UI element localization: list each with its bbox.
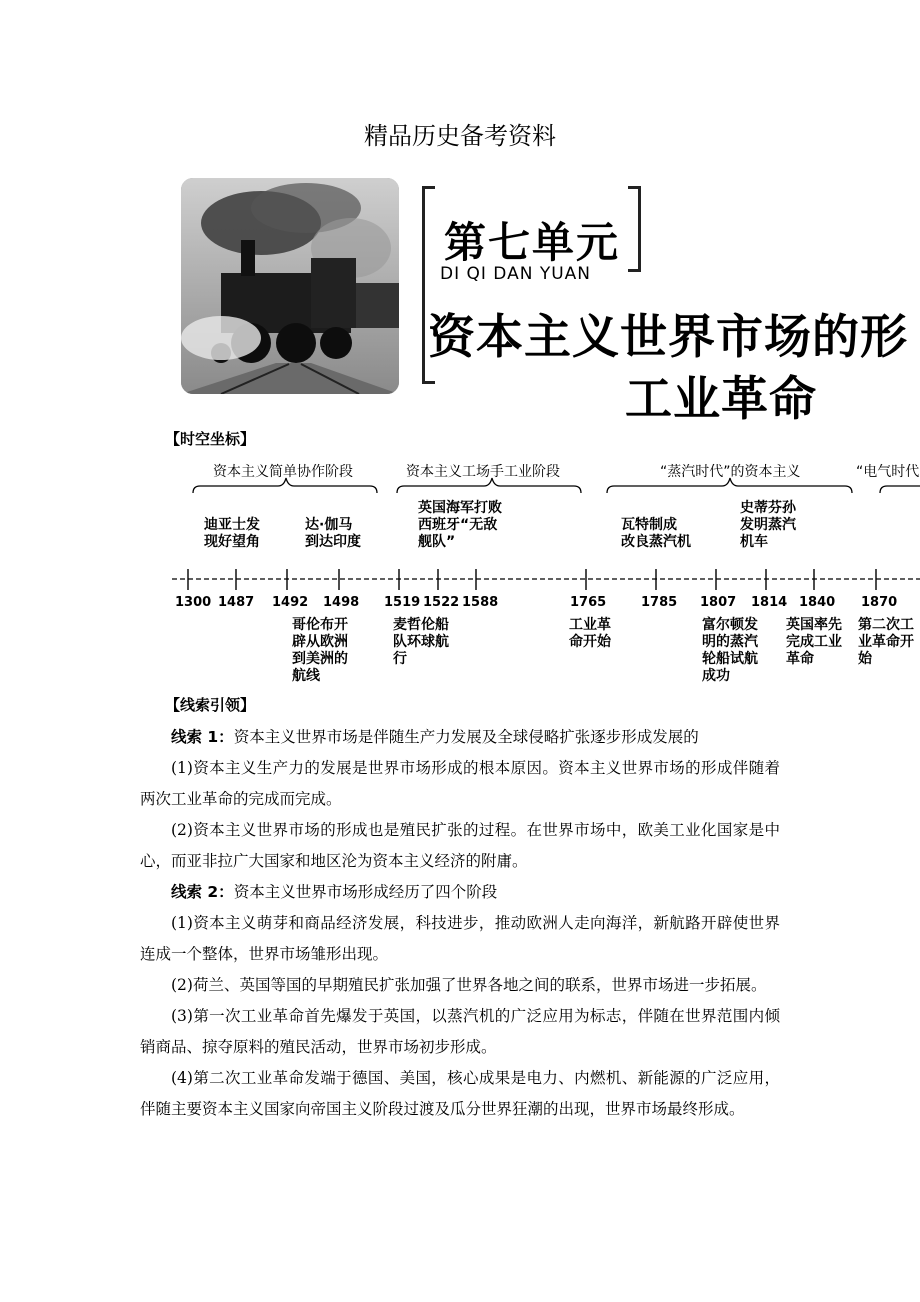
clue-2-item-2: (2)荷兰、英国等国的早期殖民扩张加强了世界各地之间的联系，世界市场进一步拓展。 bbox=[171, 976, 767, 994]
stage-label-2: 资本主义工场手工业阶段 bbox=[406, 464, 560, 480]
event-below-2: 麦哲伦船 队环球航 行 bbox=[393, 617, 449, 667]
year-label: 1588 bbox=[462, 595, 499, 610]
main-title-line2: 工业革命 bbox=[625, 372, 817, 427]
year-label: 1519 bbox=[384, 595, 421, 610]
event-above-2: 达·伽马 到达印度 bbox=[305, 517, 361, 550]
stage-label-1: 资本主义简单协作阶段 bbox=[213, 464, 353, 480]
main-title-line1: 资本主义世界市场的形 bbox=[428, 310, 908, 365]
event-below-3: 工业革 命开始 bbox=[569, 617, 611, 650]
stage-label-3: “蒸汽时代”的资本主义 bbox=[660, 464, 801, 480]
event-below-5: 英国率先 完成工业 革命 bbox=[786, 617, 842, 667]
clue-2-line bbox=[140, 877, 780, 908]
year-label: 1785 bbox=[641, 595, 678, 610]
unit-pinyin: DI QI DAN YUAN bbox=[440, 264, 592, 284]
year-label: 1807 bbox=[700, 595, 737, 610]
event-below-6: 第二次工 业革命开 始 bbox=[858, 617, 914, 667]
stage-label-4: “电气时代 bbox=[856, 464, 920, 480]
event-above-3: 英国海军打败 西班牙“无敌 舰队” bbox=[418, 500, 502, 550]
clue-1-label: 线索 1： bbox=[171, 728, 234, 746]
clue-2-label: 线索 2： bbox=[171, 883, 234, 901]
unit-title: 第七单元 bbox=[444, 218, 621, 267]
year-label: 1814 bbox=[751, 595, 788, 610]
clue-2-text: 资本主义世界市场形成经历了四个阶段 bbox=[233, 883, 498, 901]
clue-2-item-3: (3)第一次工业革命首先爆发于英国，以蒸汽机的广泛应用为标志，伴随在世界范围内倾销商品、掠夺原料的殖民活动，世界市场初步形成。 bbox=[140, 1007, 780, 1056]
timeline-heading: 【时空坐标】 bbox=[165, 430, 256, 448]
clue-1-item-2: (2)资本主义世界市场的形成也是殖民扩张的过程。在世界市场中，欧美工业化国家是中心，而亚非拉广大国家和地区沦为资本主义经济的附庸。 bbox=[140, 821, 780, 870]
year-label: 1498 bbox=[323, 595, 360, 610]
event-above-5: 史蒂芬孙 发明蒸汽 机车 bbox=[740, 500, 796, 550]
clues-body bbox=[140, 722, 780, 1125]
event-above-4: 瓦特制成 改良蒸汽机 bbox=[621, 517, 691, 550]
event-above-1: 迪亚士发 现好望角 bbox=[204, 517, 260, 550]
document-title: 精品历史备考资料 bbox=[364, 122, 556, 150]
year-label: 1765 bbox=[570, 595, 607, 610]
clue-1-line bbox=[140, 722, 780, 753]
clue-1-item-1: (1)资本主义生产力的发展是世界市场形成的根本原因。资本主义世界市场的形成伴随着两次工业革命的完成而完成。 bbox=[140, 759, 780, 808]
year-label: 1870 bbox=[861, 595, 898, 610]
clue-2-item-4: (4)第二次工业革命发端于德国、美国，核心成果是电力、内燃机、新能源的广泛应用，伴随主要资本主义国家向帝国主义阶段过渡及瓜分世界狂潮的出现，世界市场最终形成。 bbox=[140, 1069, 780, 1118]
event-below-4: 富尔顿发 明的蒸汽 轮船试航 成功 bbox=[702, 617, 758, 684]
stage-brace-4 bbox=[880, 486, 920, 493]
clue-1-text: 资本主义世界市场是伴随生产力发展及全球侵略扩张逐步形成发展的 bbox=[233, 728, 699, 746]
clue-2-item-1: (1)资本主义萌芽和商品经济发展，科技进步，推动欧洲人走向海洋，新航路开辟使世界连成一个整体，世界市场雏形出现。 bbox=[140, 914, 780, 963]
clues-heading: 【线索引领】 bbox=[165, 696, 256, 714]
year-label: 1522 bbox=[423, 595, 460, 610]
year-label: 1300 bbox=[175, 595, 212, 610]
event-below-1: 哥伦布开 辟从欧洲 到美洲的 航线 bbox=[292, 617, 348, 684]
year-label: 1492 bbox=[272, 595, 309, 610]
year-label: 1840 bbox=[799, 595, 836, 610]
year-label: 1487 bbox=[218, 595, 255, 610]
